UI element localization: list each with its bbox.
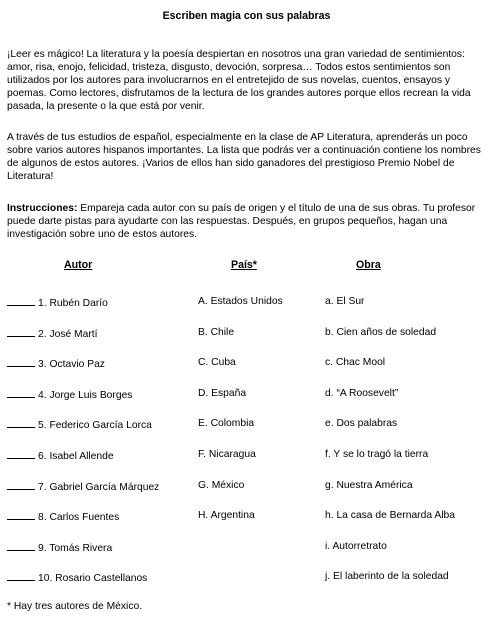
answer-blank[interactable]	[7, 356, 35, 367]
autor-name: 10. Rosario Castellanos	[38, 573, 148, 585]
answer-blank[interactable]	[7, 570, 35, 581]
pais-cell: F. Nicaragua	[198, 449, 256, 460]
table-row	[0, 540, 493, 554]
column-header-obra: Obra	[356, 259, 381, 271]
table-row	[0, 448, 493, 462]
obra-cell: d. “A Roosevelt”	[325, 387, 399, 399]
pais-cell: H. Argentina	[198, 510, 255, 522]
instructions-label: Instrucciones:	[7, 203, 78, 214]
autor-cell	[7, 448, 114, 463]
answer-blank[interactable]	[7, 479, 35, 490]
column-header-pais: País*	[231, 259, 257, 271]
obra-cell: i. Autorretrato	[325, 540, 387, 552]
autor-name: 9. Tomás Rivera	[38, 542, 113, 554]
autor-cell	[7, 356, 105, 371]
pais-cell: C. Cuba	[198, 357, 236, 369]
answer-blank[interactable]	[7, 326, 35, 337]
autor-cell	[7, 387, 132, 402]
pais-cell: D. España	[198, 387, 247, 399]
pais-cell: G. México	[198, 479, 245, 491]
obra-cell: c. Chac Mool	[325, 357, 386, 369]
obra-cell: b. Cien años de soledad	[325, 326, 437, 338]
autor-name: 2. José Martí	[38, 328, 98, 340]
table-row	[0, 295, 493, 309]
autor-cell	[7, 417, 152, 432]
footnote: * Hay tres autores de México.	[7, 601, 143, 612]
table-row	[0, 417, 493, 431]
autor-cell	[7, 570, 147, 585]
answer-blank[interactable]	[7, 417, 35, 428]
autor-cell	[7, 540, 112, 555]
obra-cell: j. El laberinto de la soledad	[325, 571, 449, 583]
answer-blank[interactable]	[7, 387, 35, 398]
autor-cell	[7, 479, 159, 494]
table-row	[0, 479, 493, 493]
autor-name: 8. Carlos Fuentes	[38, 512, 120, 524]
document-title: Escriben magia con sus palabras	[162, 10, 331, 22]
table-row	[0, 356, 493, 370]
autor-cell	[7, 509, 119, 524]
intro-paragraph: ¡Leer es mágico! La literatura y la poesía despiertan en nosotros una gran variedad de sentimientos: amor, risa, enojo, felicidad, tristeza, disgusto, devoción, sorpresa… Todos estos sentimientos son utilizados por los autores para involucrarnos en el entretejido de sus novelas, cuentos, ensayos y poemas. Como lectores, disfrutamos de la lectura de los grandes autores porque ellos recrean la vida pasada, la presente o la que está por venir.	[7, 49, 471, 112]
instructions-paragraph	[7, 202, 485, 241]
column-header-autor: Autor	[64, 259, 93, 271]
autor-name: 4. Jorge Luis Borges	[38, 389, 133, 401]
pais-cell: B. Chile	[198, 326, 235, 338]
context-paragraph: A través de tus estudios de español, especialmente en la clase de AP Literatura, aprenderás un poco sobre varios autores hispanos importantes. La lista que podrás ver a continuación contiene los nombres de algunos de estos autores. ¡Varios de ellos han sido ganadores del prestigioso Premio Nobel de Literatura!	[7, 132, 481, 182]
answer-blank[interactable]	[7, 448, 35, 459]
instructions-text: Empareja cada autor con su país de origen y el título de una de sus obras. Tu profesor puede darte pistas para ayudarte con las respuestas. Después, en grupos pequeños, hagan una investigación sobre uno de estos autores.	[7, 203, 476, 240]
obra-cell: e. Dos palabras	[325, 418, 398, 430]
table-row	[0, 387, 493, 401]
pais-cell: A. Estados Unidos	[198, 296, 283, 307]
autor-cell	[7, 326, 98, 341]
autor-name: 6. Isabel Allende	[38, 451, 114, 462]
answer-blank[interactable]	[7, 295, 35, 306]
autor-cell	[7, 295, 108, 310]
autor-name: 7. Gabriel García Márquez	[38, 481, 160, 493]
obra-cell: g. Nuestra América	[325, 479, 413, 491]
pais-cell: E. Colombia	[198, 418, 255, 430]
obra-cell: f. Y se lo tragó la tierra	[325, 449, 429, 460]
table-row	[0, 326, 493, 340]
autor-name: 3. Octavio Paz	[38, 359, 105, 371]
obra-cell: h. La casa de Bernarda Alba	[325, 510, 455, 522]
obra-cell: a. El Sur	[325, 296, 365, 307]
table-row	[0, 570, 493, 584]
autor-name: 1. Rubén Darío	[38, 298, 108, 309]
table-row	[0, 509, 493, 523]
autor-name: 5. Federico García Lorca	[38, 420, 152, 432]
answer-blank[interactable]	[7, 509, 35, 520]
answer-blank[interactable]	[7, 540, 35, 551]
